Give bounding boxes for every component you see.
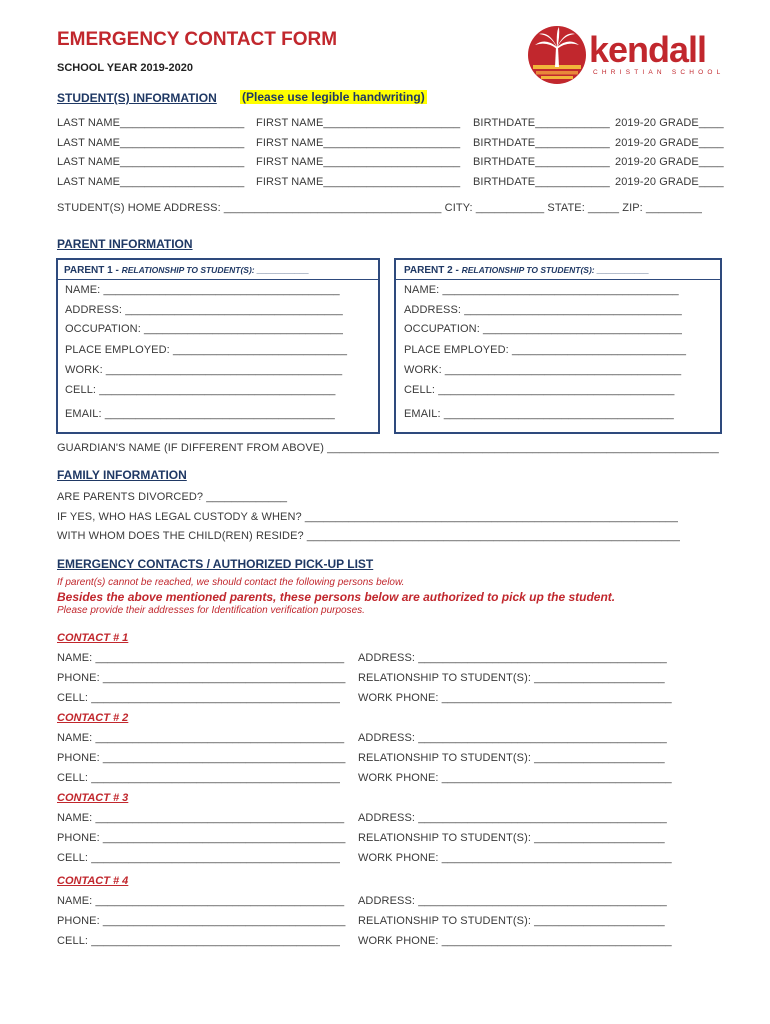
parent-2-email-field[interactable]: EMAIL: _____________________________________ bbox=[404, 408, 674, 420]
contact-2-work-phone-field[interactable]: WORK PHONE: _____________________________________ bbox=[358, 772, 672, 784]
parent-2-heading: PARENT 2 - RELATIONSHIP TO STUDENT(S): ___________ bbox=[404, 265, 649, 276]
parent-2-address-field[interactable]: ADDRESS: ___________________________________ bbox=[404, 304, 682, 316]
parent-1-name-field[interactable]: NAME: ______________________________________ bbox=[65, 284, 340, 296]
contact-4-address-field[interactable]: ADDRESS: ________________________________________ bbox=[358, 895, 667, 907]
contact-3-name-field[interactable]: NAME: ________________________________________ bbox=[57, 812, 345, 824]
contact-4-label: CONTACT # 4 bbox=[57, 875, 129, 887]
home-address-line[interactable]: STUDENT(S) HOME ADDRESS: ___________________________________ CITY: ___________ STATE: _____ ZIP: _________ bbox=[57, 202, 702, 214]
contact-2-relationship-field[interactable]: RELATIONSHIP TO STUDENT(S): _____________________ bbox=[358, 752, 665, 764]
palm-tree-icon bbox=[527, 25, 587, 85]
parent-2-cell-field[interactable]: CELL: ______________________________________ bbox=[404, 384, 675, 396]
parent-1-relationship[interactable]: RELATIONSHIP TO STUDENT(S): ___________ bbox=[121, 265, 309, 275]
divider bbox=[58, 279, 378, 280]
contact-1-work-phone-field[interactable]: WORK PHONE: _____________________________________ bbox=[358, 692, 672, 704]
family-heading: FAMILY INFORMATION bbox=[57, 468, 187, 482]
contact-3-work-phone-field[interactable]: WORK PHONE: _____________________________________ bbox=[358, 852, 672, 864]
parent-heading: PARENT INFORMATION bbox=[57, 237, 193, 251]
parent-1-heading: PARENT 1 - RELATIONSHIP TO STUDENT(S): ___________ bbox=[64, 265, 309, 276]
parent-2-work-field[interactable]: WORK: ______________________________________ bbox=[404, 364, 682, 376]
parent-2-name-field[interactable]: NAME: ______________________________________ bbox=[404, 284, 679, 296]
student-grade[interactable]: 2019-20 GRADE____ bbox=[615, 117, 724, 129]
emergency-note-1: If parent(s) cannot be reached, we should contact the following persons below. bbox=[57, 577, 405, 588]
divider bbox=[396, 279, 720, 280]
student-first-name[interactable]: FIRST NAME______________________ bbox=[256, 117, 461, 129]
student-last-name[interactable]: LAST NAME____________________ bbox=[57, 156, 245, 168]
contact-4-relationship-field[interactable]: RELATIONSHIP TO STUDENT(S): _____________________ bbox=[358, 915, 665, 927]
parent-2-place-employed-field[interactable]: PLACE EMPLOYED: ____________________________ bbox=[404, 344, 687, 356]
contact-4-work-phone-field[interactable]: WORK PHONE: _____________________________________ bbox=[358, 935, 672, 947]
handwriting-note: (Please use legible handwriting) bbox=[242, 90, 425, 104]
emergency-note-3: Please provide their addresses for Identification verification purposes. bbox=[57, 605, 365, 616]
contact-3-relationship-field[interactable]: RELATIONSHIP TO STUDENT(S): _____________________ bbox=[358, 832, 665, 844]
student-first-name[interactable]: FIRST NAME______________________ bbox=[256, 156, 461, 168]
school-year: SCHOOL YEAR 2019-2020 bbox=[57, 62, 193, 74]
form-title: EMERGENCY CONTACT FORM bbox=[57, 29, 338, 50]
contact-3-cell-field[interactable]: CELL: ________________________________________ bbox=[57, 852, 340, 864]
student-birthdate[interactable]: BIRTHDATE____________ bbox=[473, 156, 610, 168]
student-birthdate[interactable]: BIRTHDATE____________ bbox=[473, 176, 610, 188]
parent-1-occupation-field[interactable]: OCCUPATION: ________________________________ bbox=[65, 323, 343, 335]
divorced-line[interactable]: ARE PARENTS DIVORCED? _____________ bbox=[57, 491, 288, 503]
parent-1-box bbox=[56, 258, 380, 434]
contact-2-name-field[interactable]: NAME: ________________________________________ bbox=[57, 732, 345, 744]
kendall-logo bbox=[527, 25, 727, 85]
student-first-name[interactable]: FIRST NAME______________________ bbox=[256, 176, 461, 188]
emergency-note-2: Besides the above mentioned parents, these persons below are authorized to pick up the student. bbox=[57, 590, 616, 604]
parent-1-address-field[interactable]: ADDRESS: ___________________________________ bbox=[65, 304, 343, 316]
emergency-heading: EMERGENCY CONTACTS / AUTHORIZED PICK-UP LIST bbox=[57, 557, 374, 571]
contact-1-cell-field[interactable]: CELL: ________________________________________ bbox=[57, 692, 340, 704]
contact-4-cell-field[interactable]: CELL: ________________________________________ bbox=[57, 935, 340, 947]
contact-1-address-field[interactable]: ADDRESS: ________________________________________ bbox=[358, 652, 667, 664]
student-grade[interactable]: 2019-20 GRADE____ bbox=[615, 137, 724, 149]
custody-line[interactable]: IF YES, WHO HAS LEGAL CUSTODY & WHEN? ____________________________________________________________ bbox=[57, 511, 678, 523]
logo-subtitle: CHRISTIAN SCHOOL bbox=[593, 69, 725, 76]
parent-2-box bbox=[394, 258, 722, 434]
parent-1-cell-field[interactable]: CELL: ______________________________________ bbox=[65, 384, 336, 396]
contact-1-label: CONTACT # 1 bbox=[57, 632, 129, 644]
contact-1-name-field[interactable]: NAME: ________________________________________ bbox=[57, 652, 345, 664]
student-last-name[interactable]: LAST NAME____________________ bbox=[57, 117, 245, 129]
student-grade[interactable]: 2019-20 GRADE____ bbox=[615, 176, 724, 188]
contact-2-label: CONTACT # 2 bbox=[57, 712, 129, 724]
contact-1-relationship-field[interactable]: RELATIONSHIP TO STUDENT(S): _____________________ bbox=[358, 672, 665, 684]
student-birthdate[interactable]: BIRTHDATE____________ bbox=[473, 117, 610, 129]
student-birthdate[interactable]: BIRTHDATE____________ bbox=[473, 137, 610, 149]
contact-2-phone-field[interactable]: PHONE: _______________________________________ bbox=[57, 752, 346, 764]
parent-1-email-field[interactable]: EMAIL: _____________________________________ bbox=[65, 408, 335, 420]
contact-2-address-field[interactable]: ADDRESS: ________________________________________ bbox=[358, 732, 667, 744]
parent-2-occupation-field[interactable]: OCCUPATION: ________________________________ bbox=[404, 323, 682, 335]
contact-3-phone-field[interactable]: PHONE: _______________________________________ bbox=[57, 832, 346, 844]
student-last-name[interactable]: LAST NAME____________________ bbox=[57, 137, 245, 149]
contact-2-cell-field[interactable]: CELL: ________________________________________ bbox=[57, 772, 340, 784]
students-heading: STUDENT(S) INFORMATION bbox=[57, 91, 217, 105]
guardian-name-line[interactable]: GUARDIAN'S NAME (IF DIFFERENT FROM ABOVE) _______________________________________________________________ bbox=[57, 442, 719, 454]
logo-wordmark: kendall bbox=[589, 29, 707, 70]
contact-4-name-field[interactable]: NAME: ________________________________________ bbox=[57, 895, 345, 907]
contact-3-address-field[interactable]: ADDRESS: ________________________________________ bbox=[358, 812, 667, 824]
contact-1-phone-field[interactable]: PHONE: _______________________________________ bbox=[57, 672, 346, 684]
parent-1-work-field[interactable]: WORK: ______________________________________ bbox=[65, 364, 343, 376]
parent-1-place-employed-field[interactable]: PLACE EMPLOYED: ____________________________ bbox=[65, 344, 348, 356]
contact-3-label: CONTACT # 3 bbox=[57, 792, 129, 804]
student-grade[interactable]: 2019-20 GRADE____ bbox=[615, 156, 724, 168]
reside-line[interactable]: WITH WHOM DOES THE CHILD(REN) RESIDE? ____________________________________________________________ bbox=[57, 530, 680, 542]
student-first-name[interactable]: FIRST NAME______________________ bbox=[256, 137, 461, 149]
student-last-name[interactable]: LAST NAME____________________ bbox=[57, 176, 245, 188]
parent-2-relationship[interactable]: RELATIONSHIP TO STUDENT(S): ___________ bbox=[461, 265, 649, 275]
contact-4-phone-field[interactable]: PHONE: _______________________________________ bbox=[57, 915, 346, 927]
